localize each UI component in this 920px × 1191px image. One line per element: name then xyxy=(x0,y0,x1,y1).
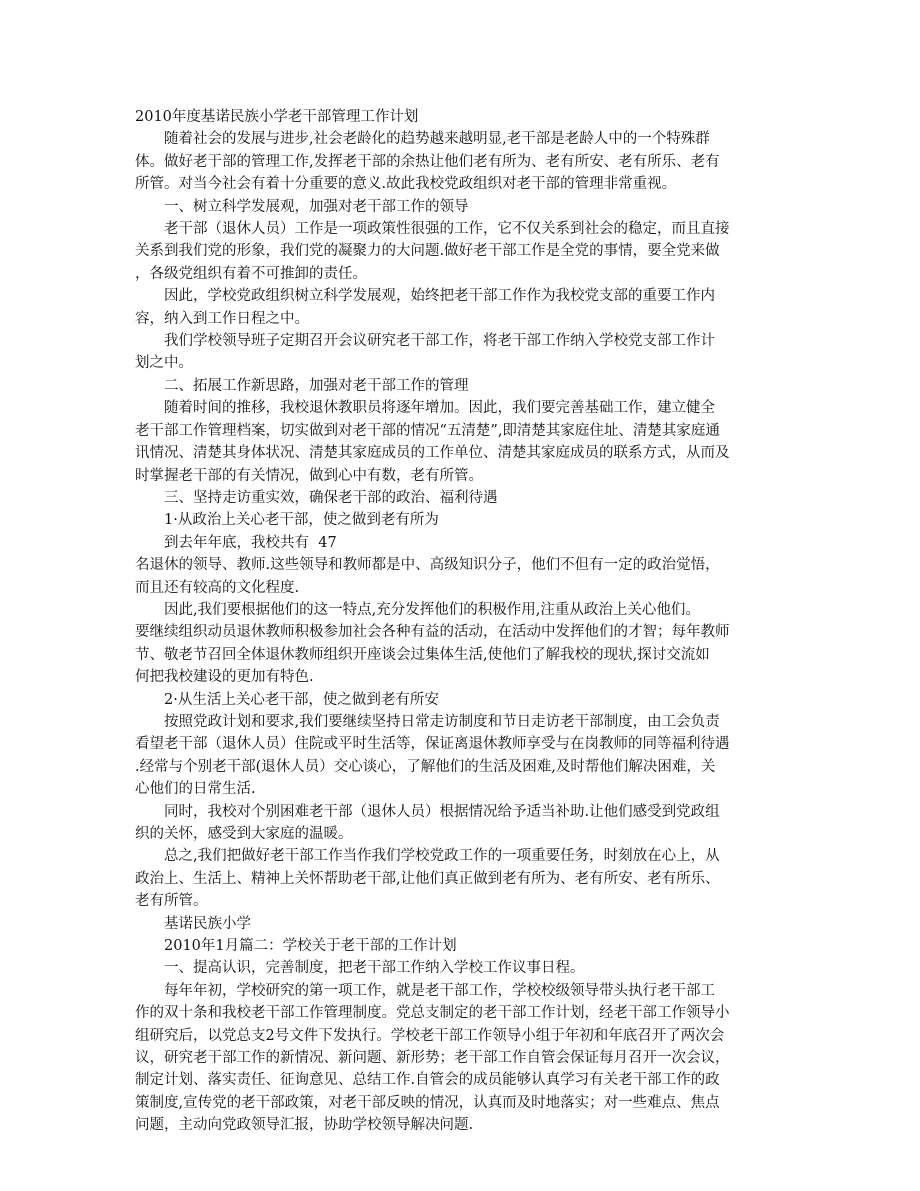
paragraph-line: ，各级党组织有着不可推卸的责任。 xyxy=(135,265,367,282)
subsection-heading: 2·从生活上关心老干部，使之做到老有所安 xyxy=(164,691,439,708)
paragraph-line: 我们学校领导班子定期召开会议研究老干部工作，将老干部工作纳入学校党支部工作计 xyxy=(164,333,715,350)
section-heading: 二、拓展工作新思路，加强对老干部工作的管理 xyxy=(164,377,469,394)
paragraph-line: 同时，我校对个别困难老干部（退休人员）根据情况给予适当补助.让他们感受到党政组 xyxy=(164,803,720,820)
paragraph-line: 容，纳入到工作日程之中。 xyxy=(135,310,309,327)
paragraph-line: 节、敬老节召回全体退休教师组织开座谈会过集体生活,使他们了解我校的现状,探讨交流如 xyxy=(135,646,710,663)
signature-line: 基诺民族小学 xyxy=(164,915,251,932)
paragraph-line: 何把我校建设的更加有特色. xyxy=(135,669,314,686)
paragraph-line: 心他们的日常生活. xyxy=(135,781,256,798)
paragraph-line: 总之,我们把做好老干部工作当作我们学校党政工作的一项重要任务，时刻放在心上，从 xyxy=(164,848,720,865)
paragraph-line: 体。做好老干部的管理工作,发挥老干部的余热让他们老有所为、老有所安、老有所乐、老有 xyxy=(135,153,720,170)
paragraph-line: 划之中。 xyxy=(135,355,193,372)
paragraph-line: 每年年初，学校研究的第一项工作，就是老干部工作，学校校级领导带头执行老干部工 xyxy=(164,982,715,999)
paragraph-line: 关系到我们党的形象，我们党的凝聚力的大问题.做好老干部工作是全党的事情，要全党来做 xyxy=(135,243,720,260)
paragraph-line: 到去年年底，我校共有 47 xyxy=(164,534,337,551)
paragraph-line: .经常与个别老干部(退休人员）交心谈心，了解他们的生活及困难,及时帮他们解决困难，关 xyxy=(135,758,716,775)
subsection-heading: 1·从政治上关心老干部，使之做到老有所为 xyxy=(164,512,439,529)
document-title: 2010年度基诺民族小学老干部管理工作计划 xyxy=(135,109,419,125)
paragraph-line: 因此,我们要根据他们的这一特点,充分发挥他们的积极作用,注重从政治上关心他们。 xyxy=(164,601,700,618)
paragraph-line: 随着社会的发展与进步,社会老龄化的趋势越来越明显,老干部是老龄人中的一个特殊群 xyxy=(164,131,710,148)
paragraph-line: 老干部工作管理档案，切实做到对老干部的情况“五清楚”,即清楚其家庭住址、清楚其家庭通 xyxy=(135,422,720,439)
paragraph-line: 作的双十条和我校老干部工作管理制度。党总支制定的老干部工作计划，经老干部工作领导小 xyxy=(135,1005,730,1022)
paragraph-line: 要继续组织动员退休教师积极参加社会各种有益的活动，在活动中发挥他们的才智；每年教师 xyxy=(135,624,730,641)
paragraph-line: 问题，主动向党政领导汇报，协助学校领导解决问题. xyxy=(135,1117,474,1134)
paragraph-line: 议，研究老干部工作的新情况、新问题、新形势；老干部工作自管会保证每月召开一次会议， xyxy=(135,1050,730,1067)
paragraph-line: 政治上、生活上、精神上关怀帮助老干部,让他们真正做到老有所为、老有所安、老有所乐、 xyxy=(135,870,720,887)
paragraph-line: 策制度,宣传党的老干部政策，对老干部反映的情况，认真而及时地落实；对一些难点、焦点 xyxy=(135,1094,720,1111)
paragraph-line: 随着时间的推移，我校退休教职员将逐年增加。因此，我们要完善基础工作，建立健全 xyxy=(164,400,715,417)
date-line: 2010年1月篇二：学校关于老干部的工作计划 xyxy=(164,938,457,955)
paragraph-line: 名退休的领导、教师.这些领导和教师都是中、高级知识分子，他们不但有一定的政治觉悟， xyxy=(135,557,720,574)
section-heading: 一、树立科学发展观，加强对老干部工作的领导 xyxy=(164,198,469,215)
paragraph-line: 按照党政计划和要求,我们要继续坚持日常走访制度和节日走访老干部制度，由工会负责 xyxy=(164,713,720,730)
paragraph-line: 因此，学校党政组织树立科学发展观，始终把老干部工作作为我校党支部的重要工作内 xyxy=(164,288,715,305)
paragraph-line: 时掌握老干部的有关情况，做到心中有数，老有所管。 xyxy=(135,467,483,484)
section-heading: 一、提高认识，完善制度，把老干部工作纳入学校工作议事日程。 xyxy=(164,960,585,977)
section-heading: 三、坚持走访重实效，确保老干部的政治、福利待遇 xyxy=(164,489,498,506)
paragraph-line: 组研究后，以党总支2号文件下发执行。学校老干部工作领导小组于年初和年底召开了两次会 xyxy=(135,1027,725,1044)
paragraph-line: 老有所管。 xyxy=(135,893,208,910)
document-body xyxy=(135,106,785,1137)
paragraph-line: 看望老干部（退休人员）住院或平时生活等，保证离退休教师享受与在岗教师的同等福利待遇 xyxy=(135,736,730,753)
paragraph-line: 老干部（退休人员）工作是一项政策性很强的工作，它不仅关系到社会的稳定，而且直接 xyxy=(164,221,730,238)
paragraph-line: 而且还有较高的文化程度. xyxy=(135,579,300,596)
paragraph-line: 织的关怀，感受到大家庭的温暖。 xyxy=(135,826,353,842)
paragraph-line: 所管。对当今社会有着十分重要的意义.故此我校党政组织对老干部的管理非常重视。 xyxy=(135,176,677,193)
paragraph-line: 制定计划、落实责任、征询意见、总结工作.自管会的成员能够认真学习有关老干部工作的政 xyxy=(135,1072,720,1089)
paragraph-line: 讯情况、清楚其身体状况、清楚其家庭成员的工作单位、清楚其家庭成员的联系方式，从而及 xyxy=(135,445,730,462)
